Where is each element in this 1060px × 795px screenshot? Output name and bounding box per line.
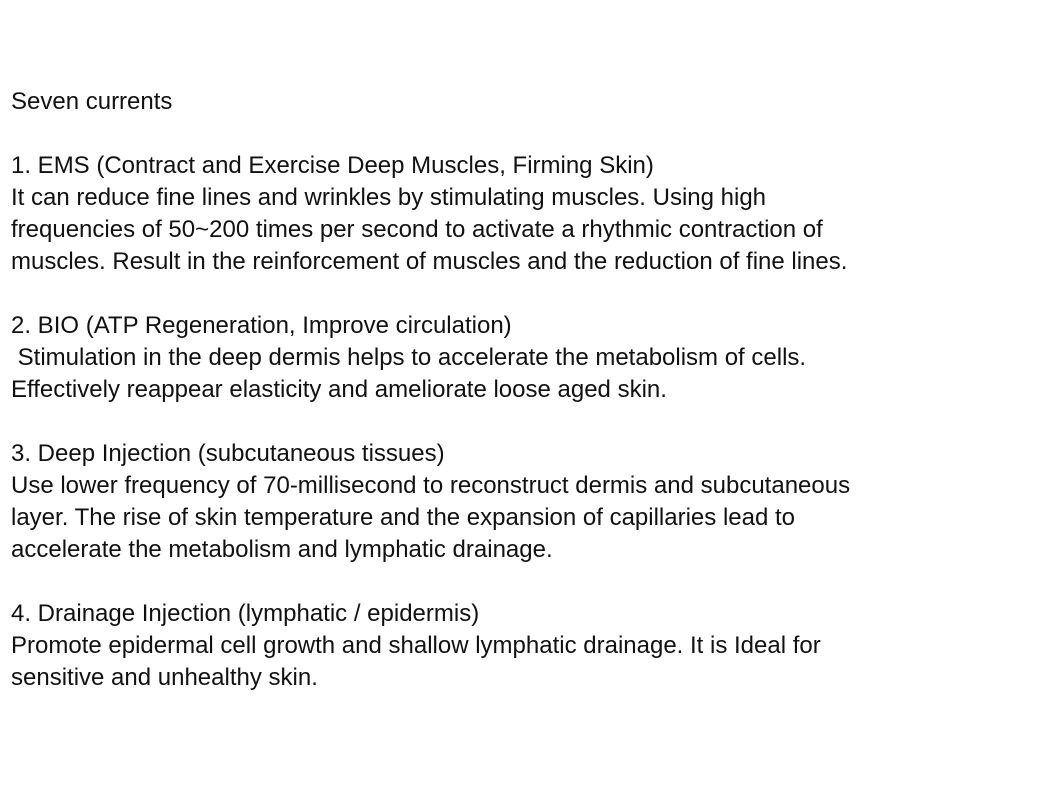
section-deep-injection: [11, 438, 1051, 566]
section-text-line: It can reduce fine lines and wrinkles by stimulating muscles. Using high: [11, 184, 767, 211]
section-text-line: Effectively reappear elasticity and ameliorate loose aged skin.: [11, 376, 667, 403]
section-text-line: Use lower frequency of 70-millisecond to reconstruct dermis and subcutaneous: [11, 472, 851, 499]
section-text-line: frequencies of 50~200 times per second to activate a rhythmic contraction of: [11, 216, 823, 243]
section-text-line: layer. The rise of skin temperature and the expansion of capillaries lead to: [11, 504, 796, 531]
spacer: [11, 406, 1051, 438]
spacer: [11, 118, 1051, 150]
section-heading: 2. BIO (ATP Regeneration, Improve circulation): [11, 312, 512, 339]
section-heading: 1. EMS (Contract and Exercise Deep Muscles, Firming Skin): [11, 152, 654, 179]
document-title: Seven currents: [11, 88, 173, 115]
section-heading: 3. Deep Injection (subcutaneous tissues): [11, 440, 445, 467]
section-bio: [11, 310, 1051, 406]
section-text-line: accelerate the metabolism and lymphatic drainage.: [11, 536, 553, 563]
section-drainage-injection: [11, 598, 1051, 694]
spacer: [11, 566, 1051, 598]
section-heading: 4. Drainage Injection (lymphatic / epidermis): [11, 600, 480, 627]
section-text-line: sensitive and unhealthy skin.: [11, 664, 318, 691]
section-text-line: Stimulation in the deep dermis helps to accelerate the metabolism of cells.: [11, 344, 807, 371]
document-body: [11, 86, 1051, 694]
section-text-line: Promote epidermal cell growth and shallow lymphatic drainage. It is Ideal for: [11, 632, 821, 659]
section-text-line: muscles. Result in the reinforcement of muscles and the reduction of fine lines.: [11, 248, 848, 275]
section-ems: [11, 150, 1051, 278]
spacer: [11, 278, 1051, 310]
